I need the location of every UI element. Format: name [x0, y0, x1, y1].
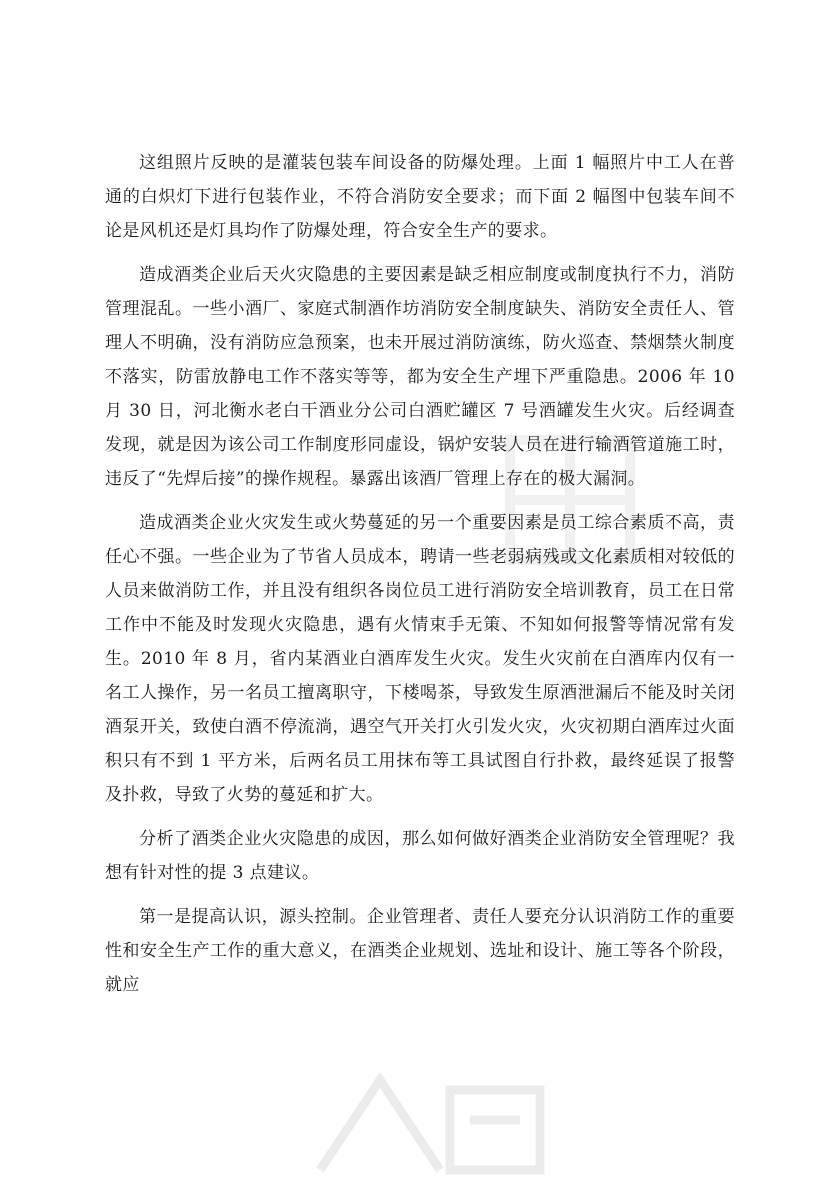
- paragraph: 分析了酒类企业火灾隐患的成因，那么如何做好酒类企业消防安全管理呢？我想有针对性的提 3 点建议。: [105, 829, 735, 883]
- document-body: [105, 146, 735, 1002]
- paragraph: 造成酒类企业火灾发生或火势蔓延的另一个重要因素是员工综合素质不高，责任心不强。一些企业为了节省人员成本，聘请一些老弱病残或文化素质相对较低的人员来做消防工作，并且没有组织各岗位员工进行消防安全培训教育，员工在日常工作中不能及时发现火灾隐患，遇有火情束手无策、不知如何报警等情况常有发生。2010 年 8 月，省内某酒业白酒库发生火灾。发生火灾前在白酒库内仅有一名工人操作，另一名员工擅离职守，下楼喝茶，导致发生原酒泄漏后不能及时关闭酒泵开关，致使白酒不停流淌，遇空气开关打火引发火灾，火灾初期白酒库过火面积只有不到 1 平方米，后两名员工用抹布等工具试图自行扑救，最终延误了报警及扑救，导致了火势的蔓延和扩大。: [105, 513, 735, 805]
- watermark-mark: [300, 1060, 560, 1180]
- paragraph: 第一是提高认识，源头控制。企业管理者、责任人要充分认识消防工作的重要性和安全生产工作的重大意义，在酒类企业规划、选址和设计、施工等各个阶段，就应: [105, 907, 735, 995]
- paragraph: 造成酒类企业后天火灾隐患的主要因素是缺乏相应制度或制度执行不力，消防管理混乱。一些小酒厂、家庭式制酒作坊消防安全制度缺失、消防安全责任人、管理人不明确，没有消防应急预案，也未开展过消防演练，防火巡查、禁烟禁火制度不落实，防雷放静电工作不落实等等，都为安全生产埋下严重隐患。2006 年 10 月 30 日，河北衡水老白干酒业分公司白酒贮罐区 7 号酒罐发生火灾。后经调查发现，就是因为该公司工作制度形同虚设，锅炉安装人员在进行输酒管道施工时，违反了“先焊后接”的操作规程。暴露出该酒厂管理上存在的极大漏洞。: [105, 265, 735, 489]
- paragraph: 这组照片反映的是灌装包装车间设备的防爆处理。上面 1 幅照片中工人在普通的白炽灯下进行包装作业，不符合消防安全要求；而下面 2 幅图中包装车间不论是风机还是灯具均作了防爆处理，符合安全生产的要求。: [105, 153, 735, 241]
